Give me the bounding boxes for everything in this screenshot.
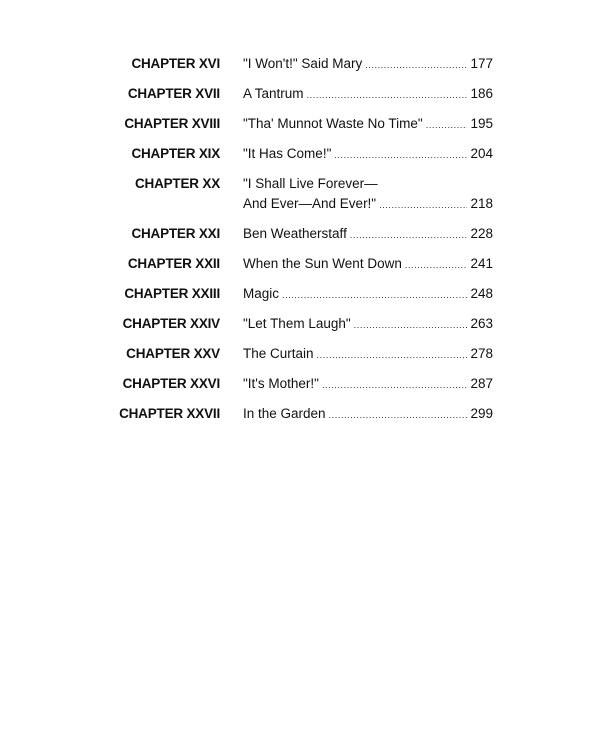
toc-entry bbox=[0, 374, 600, 404]
chapter-title-block bbox=[243, 314, 493, 335]
chapter-title-block bbox=[243, 54, 493, 75]
toc-entry bbox=[0, 284, 600, 314]
dot-leader bbox=[322, 375, 468, 395]
page-number: 204 bbox=[470, 146, 493, 161]
page-number: 241 bbox=[470, 256, 493, 271]
dot-leader bbox=[365, 55, 467, 75]
page-number: 248 bbox=[470, 286, 493, 301]
toc-line bbox=[243, 114, 493, 135]
page-number: 186 bbox=[470, 86, 493, 101]
page-number: 278 bbox=[470, 346, 493, 361]
toc-entry bbox=[0, 224, 600, 254]
page-number: 299 bbox=[470, 406, 493, 421]
chapter-title-first-line: "I Shall Live Forever— bbox=[243, 176, 378, 191]
chapter-title: "It Has Come!" bbox=[243, 146, 332, 161]
chapter-number: CHAPTER XXIV bbox=[122, 316, 220, 331]
chapter-number: CHAPTER XVI bbox=[131, 56, 220, 71]
dot-leader bbox=[329, 405, 468, 425]
page-number: 195 bbox=[470, 116, 493, 131]
dot-leader bbox=[354, 315, 468, 335]
toc-entry bbox=[0, 254, 600, 284]
toc-line bbox=[243, 54, 493, 75]
chapter-title-block bbox=[243, 224, 493, 245]
chapter-number: CHAPTER XXI bbox=[131, 226, 220, 241]
chapter-title: A Tantrum bbox=[243, 86, 304, 101]
dot-leader bbox=[334, 145, 467, 165]
toc-line bbox=[243, 224, 493, 245]
dot-leader bbox=[317, 345, 468, 365]
chapter-title: Ben Weatherstaff bbox=[243, 226, 347, 241]
toc-line bbox=[243, 314, 493, 335]
chapter-title: "I Won't!" Said Mary bbox=[243, 56, 363, 71]
page-number: 228 bbox=[470, 226, 493, 241]
page-number: 263 bbox=[470, 316, 493, 331]
toc-line bbox=[243, 84, 493, 105]
chapter-title: "Tha' Munnot Waste No Time" bbox=[243, 116, 423, 131]
toc-line bbox=[243, 374, 493, 395]
dot-leader bbox=[282, 285, 467, 305]
chapter-title: Magic bbox=[243, 286, 280, 301]
toc-entry bbox=[0, 144, 600, 174]
dot-leader bbox=[405, 255, 468, 275]
toc-line bbox=[243, 144, 493, 165]
chapter-title-block bbox=[243, 344, 493, 365]
toc-entry bbox=[0, 344, 600, 374]
chapter-title: And Ever—And Ever!" bbox=[243, 196, 377, 211]
toc-line bbox=[243, 344, 493, 365]
chapter-number: CHAPTER XIX bbox=[131, 146, 220, 161]
chapter-title-block bbox=[243, 374, 493, 395]
dot-leader bbox=[379, 195, 467, 215]
toc-line bbox=[243, 254, 493, 275]
chapter-title: "Let Them Laugh" bbox=[243, 316, 351, 331]
chapter-title: When the Sun Went Down bbox=[243, 256, 402, 271]
chapter-title-block bbox=[243, 84, 493, 105]
chapter-number: CHAPTER XX bbox=[134, 176, 220, 191]
toc-line bbox=[243, 284, 493, 305]
chapter-title-block bbox=[243, 144, 493, 165]
toc-entry bbox=[0, 84, 600, 114]
chapter-title-block bbox=[243, 114, 493, 135]
chapter-number: CHAPTER XXVI bbox=[122, 376, 220, 391]
chapter-number: CHAPTER XXII bbox=[127, 256, 220, 271]
chapter-number: CHAPTER XVIII bbox=[124, 116, 220, 131]
dot-leader bbox=[350, 225, 468, 245]
toc-entry bbox=[0, 114, 600, 144]
chapter-number: CHAPTER XVII bbox=[127, 86, 220, 101]
chapter-title-block bbox=[243, 254, 493, 275]
toc-entry bbox=[0, 404, 600, 434]
table-of-contents bbox=[0, 54, 600, 434]
page-number: 287 bbox=[470, 376, 493, 391]
chapter-number: CHAPTER XXIII bbox=[124, 286, 220, 301]
chapter-number: CHAPTER XXV bbox=[126, 346, 220, 361]
toc-entry bbox=[0, 174, 600, 224]
chapter-title: The Curtain bbox=[243, 346, 314, 361]
toc-line bbox=[243, 404, 493, 425]
chapter-title: "It's Mother!" bbox=[243, 376, 319, 391]
chapter-title-block bbox=[243, 174, 493, 215]
page-number: 177 bbox=[470, 56, 493, 71]
chapter-title-block bbox=[243, 404, 493, 425]
dot-leader bbox=[307, 85, 468, 105]
dot-leader bbox=[426, 115, 468, 135]
toc-entry bbox=[0, 314, 600, 344]
chapter-title: In the Garden bbox=[243, 406, 326, 421]
chapter-number: CHAPTER XXVII bbox=[119, 406, 220, 421]
chapter-title-block bbox=[243, 284, 493, 305]
page-number: 218 bbox=[470, 196, 493, 211]
toc-entry bbox=[0, 54, 600, 84]
toc-line bbox=[243, 194, 493, 215]
